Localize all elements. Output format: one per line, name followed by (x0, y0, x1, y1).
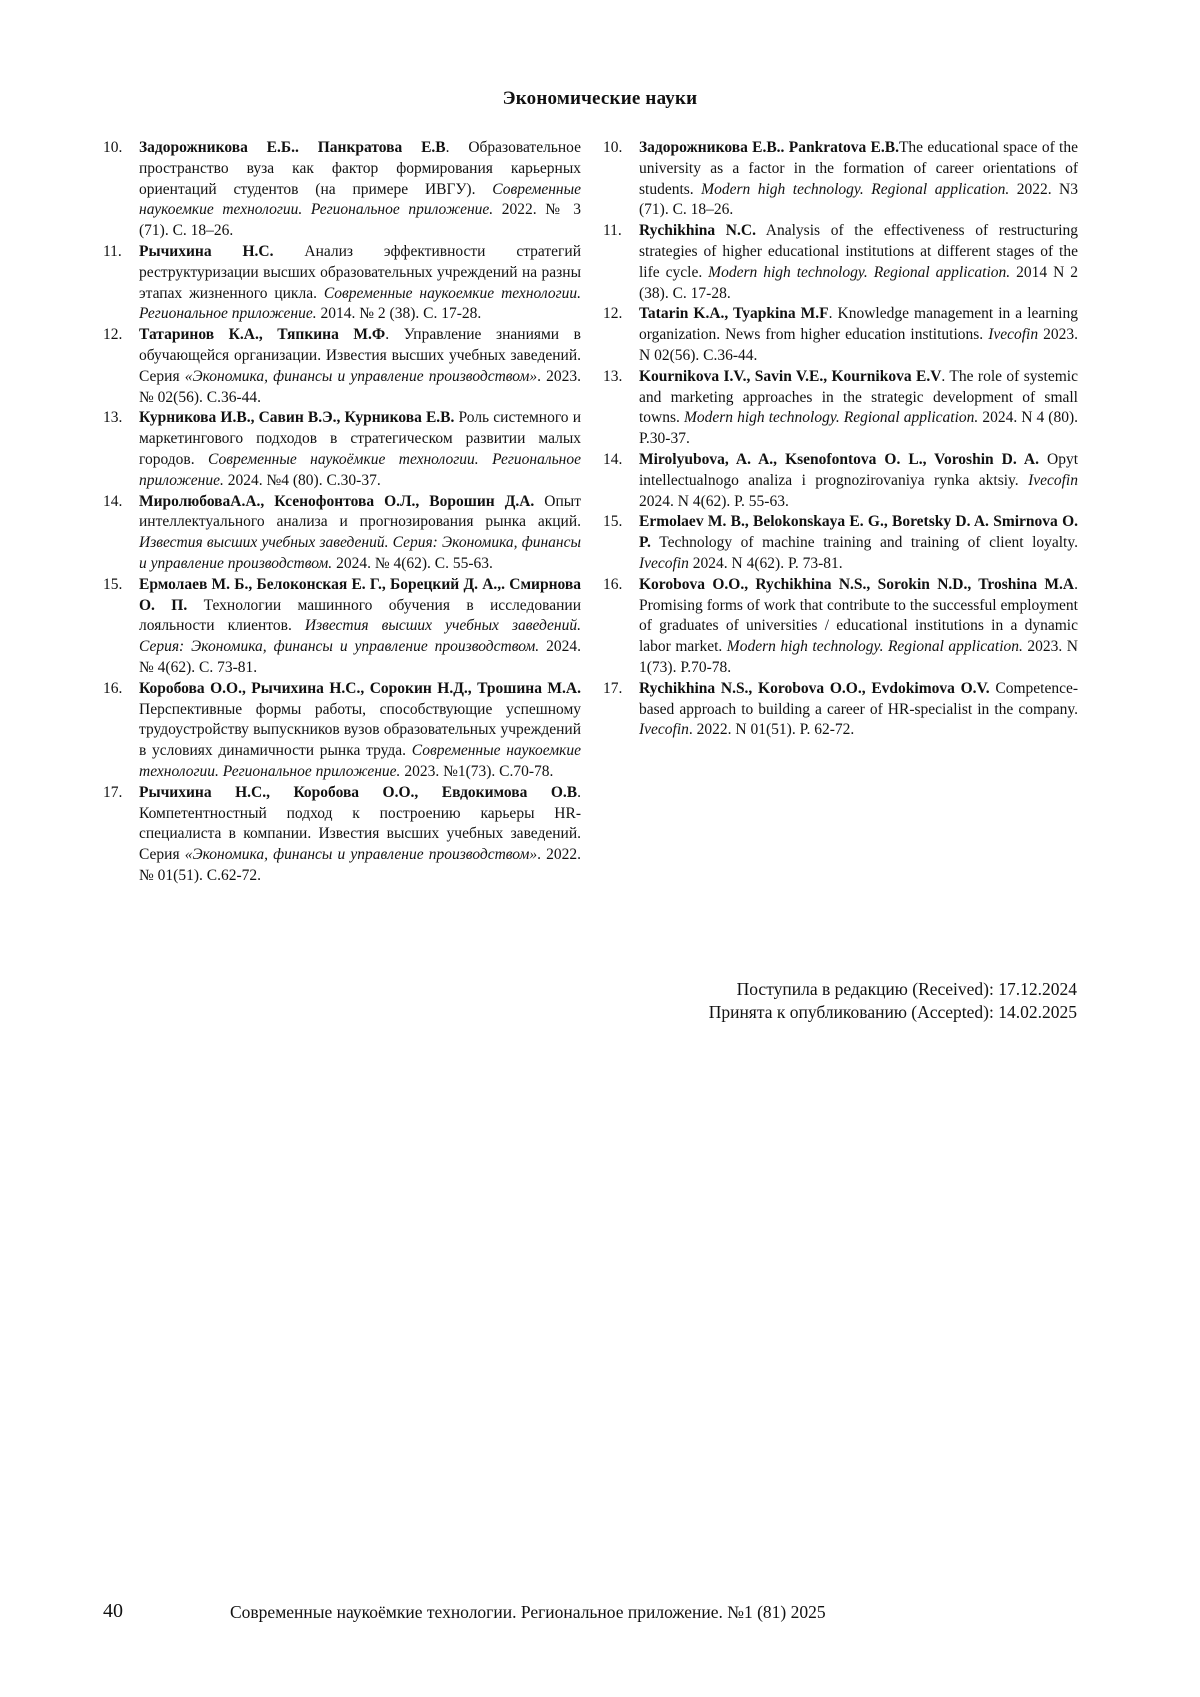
reference-tail: 2023. N 02(56). С.36-44. (639, 326, 1078, 364)
reference-authors: Kournikova I.V., Savin V.E., Kournikova E.V (639, 367, 942, 385)
reference-authors: Ермолаев М. Б., Белоконская Е. Г., Борецкий Д. А.,. Смирнова О. П. (139, 575, 581, 614)
reference-authors: Курникова И.В., Савин В.Э., Курникова Е.В. (139, 409, 455, 427)
reference-number: 14. (603, 450, 623, 468)
reference-text: Технологии машинного обучения в исследовании лояльности клиентов. (139, 596, 581, 635)
reference-authors: Рычихина Н.С. (139, 242, 274, 260)
reference-number: 11. (103, 242, 122, 260)
reference-item (103, 679, 581, 783)
reference-text: Technology of machine training and training of client loyalty. (650, 534, 1078, 552)
reference-number: 15. (603, 513, 623, 531)
reference-item (103, 492, 581, 575)
reference-body (139, 783, 581, 887)
reference-item (603, 575, 1078, 679)
reference-tail: 2024. № 4(62). С. 73-81. (139, 638, 581, 676)
reference-item (603, 512, 1078, 574)
reference-authors: МиролюбоваА.А., Ксенофонтова О.Л., Ворошин Д.А. (139, 492, 535, 510)
reference-item (103, 138, 581, 242)
reference-body (639, 679, 1078, 741)
reference-body (639, 138, 1078, 221)
reference-text: . Promising forms of work that contribute to the successful employment of graduates of universities / educational institutions in a dynamic labor market. (639, 575, 1078, 656)
reference-body (139, 242, 581, 325)
reference-body (639, 367, 1078, 450)
reference-journal: Ivecofin (639, 554, 689, 572)
reference-tail: 2024. №4 (80). С.30-37. (223, 471, 381, 489)
reference-item (603, 221, 1078, 304)
reference-journal: Ivecofin (1028, 471, 1078, 489)
reference-journal: Современные наукоемкие технологии. Региональное приложение. (139, 180, 581, 219)
reference-number: 12. (603, 305, 623, 323)
reference-item (603, 367, 1078, 450)
reference-item (103, 408, 581, 491)
reference-body (139, 575, 581, 679)
reference-journal: «Экономика, финансы и управление производством» (184, 367, 538, 385)
reference-body (139, 679, 581, 783)
reference-item (103, 783, 581, 887)
reference-number: 17. (603, 679, 623, 697)
reference-journal: Современные наукоемкие технологии. Региональное приложение. (139, 284, 581, 323)
reference-journal: Известия высших учебных заведений. Серия: Экономика, финансы и управление производством. (139, 534, 581, 572)
reference-item (103, 575, 581, 679)
reference-body (639, 450, 1078, 512)
reference-text: Перспективные формы работы, способствующие успешному трудоустройству выпускников вузов образовательных учреждений в условиях динамичности рынка труда. (139, 700, 581, 760)
reference-number: 10. (103, 139, 123, 156)
reference-number: 12. (103, 326, 123, 344)
reference-number: 15. (103, 575, 123, 593)
reference-journal: Modern high technology. Regional application. (683, 409, 979, 427)
reference-journal: Современные наукоемкие технологии. Региональное приложение. (139, 742, 581, 780)
reference-number: 14. (103, 492, 123, 510)
reference-number: 11. (603, 222, 622, 240)
reference-item (103, 325, 581, 408)
reference-authors: Mirolyubova, A. A., Ksenofontova O. L., Voroshin D. A. (639, 450, 1039, 468)
reference-text: . Компетентностный подход к построению карьеры HR-специалиста в компании. Известия высших учебных заведений. Серия (139, 783, 581, 864)
journal-footer: Современные наукоёмкие технологии. Региональное приложение. №1 (81) 2025 (230, 1602, 826, 1622)
reference-journal: Ivecofin (639, 721, 689, 739)
reference-authors: Татаринов К.А., Тяпкина М.Ф (139, 326, 386, 344)
reference-number: 13. (603, 367, 623, 385)
reference-body (639, 575, 1078, 679)
reference-text: . Управление знаниями в обучающейся организации. Известия высших учебных заведений. Серия (139, 326, 581, 385)
reference-tail: 2023. N 1(73). P.70-78. (639, 638, 1078, 676)
reference-item (103, 242, 581, 325)
reference-text: Analysis of the effectiveness of restructuring strategies of higher educational institutions at different stages of the life cycle. (639, 222, 1079, 281)
reference-number: 17. (103, 783, 123, 801)
reference-tail: 2023. №1(73). С.70-78. (400, 762, 554, 780)
reference-tail: 2024. N 4(62). P. 55-63. (639, 492, 789, 510)
reference-body (639, 512, 1078, 574)
references-english (603, 138, 1078, 741)
section-title: Экономические науки (502, 88, 698, 109)
reference-text: . Knowledge management in a learning organization. News from higher education institutions. (639, 305, 1078, 344)
reference-item (603, 304, 1078, 366)
submission-dates (709, 978, 1077, 1024)
reference-tail: 2022. № 3 (71). С. 18–26. (139, 201, 582, 240)
reference-tail: 2022. N3 (71). С. 18–26. (639, 180, 1078, 219)
reference-text: Опыт интеллектуального анализа и прогнозирования рынка акций. (139, 492, 581, 531)
reference-authors: Ermolaev M. B., Belokonskaya E. G., Boretsky D. A. Smirnova O. P. (639, 513, 1078, 552)
reference-number: 13. (103, 409, 123, 427)
reference-tail: . 2023. № 02(56). С.36-44. (139, 367, 581, 406)
received-date: Поступила в редакцию (Received): 17.12.2024 (736, 979, 1077, 999)
reference-body (139, 408, 581, 491)
accepted-date: Принята к опубликованию (Accepted): 14.02.2025 (708, 1002, 1077, 1022)
reference-tail: 2014. № 2 (38). С. 17-28. (316, 305, 482, 323)
reference-text: . The role of systemic and marketing approaches in the strategic development of small towns. (639, 367, 1078, 427)
reference-item (603, 450, 1078, 512)
reference-text: Competence-based approach to building a career of HR-specialist in the company. (639, 679, 1079, 718)
reference-tail: 2024. N 4(62). P. 73-81. (688, 554, 843, 572)
reference-authors: Rychikhina N.S., Korobova O.O., Evdokimova O.V. (639, 679, 990, 697)
reference-journal: Modern high technology. Regional application. (726, 638, 1023, 656)
reference-authors: Рычихина Н.С., Коробова О.О., Евдокимова О.В (139, 783, 578, 801)
reference-tail: 2024. N 4 (80). P.30-37. (639, 409, 1078, 448)
reference-text: Роль системного и маркетингового подходов в стратегическом развитии малых городов. (139, 409, 581, 468)
references-russian (103, 138, 581, 887)
reference-journal: Modern high technology. Regional application. (701, 180, 1010, 198)
reference-item (603, 138, 1078, 221)
reference-authors: Задорожникова Е.Б.. Панкратова Е.В (139, 139, 446, 156)
reference-text: . Образовательное пространство вуза как фактор формирования карьерных ориентаций студентов (на примере ИВГУ). (139, 139, 581, 198)
reference-authors: Коробова О.О., Рычихина Н.С., Сорокин Н.Д., Трошина М.А. (139, 679, 581, 697)
reference-text: Opyt intellectualnogo analiza i prognozirovaniya rynka aktsiy. (639, 450, 1079, 489)
reference-journal: «Экономика, финансы и управление производством» (184, 846, 538, 864)
reference-text: The educational space of the university as a factor in the formation of career orientations of students. (639, 139, 1078, 198)
reference-item (603, 679, 1078, 741)
reference-body (139, 325, 581, 408)
reference-authors: Korobova O.O., Rychikhina N.S., Sorokin N.D., Troshina M.A (639, 575, 1075, 593)
reference-journal: Modern high technology. Regional application. (708, 263, 1011, 281)
reference-authors: Задорожникова Е.В.. Pankratova E.B. (639, 139, 899, 156)
reference-text: Анализ эффективности стратегий реструктуризации высших образовательных учреждений на разны этапах жизненного цикла. (139, 242, 582, 302)
reference-number: 16. (103, 679, 123, 697)
reference-authors: Tatarin K.A., Tyapkina M.F (639, 305, 829, 323)
reference-body (139, 138, 581, 242)
reference-authors: Rychikhina N.C. (639, 222, 756, 240)
reference-tail: . 2022. № 01(51). С.62-72. (139, 846, 581, 884)
reference-body (139, 492, 581, 575)
reference-body (639, 304, 1078, 366)
reference-journal: Современные наукоёмкие технологии. Региональное приложение. (139, 450, 581, 489)
reference-tail: 2024. № 4(62). С. 55-63. (332, 554, 493, 572)
reference-journal: Известия высших учебных заведений. Серия: Экономика, финансы и управление производством. (139, 617, 581, 656)
reference-tail: 2014 N 2 (38). С. 17-28. (639, 263, 1078, 302)
page-number: 40 (103, 1600, 123, 1622)
reference-body (639, 221, 1078, 304)
reference-number: 16. (603, 575, 623, 593)
reference-journal: Ivecofin (988, 326, 1039, 344)
reference-number: 10. (603, 139, 623, 156)
reference-tail: . 2022. N 01(51). P. 62-72. (688, 721, 855, 739)
